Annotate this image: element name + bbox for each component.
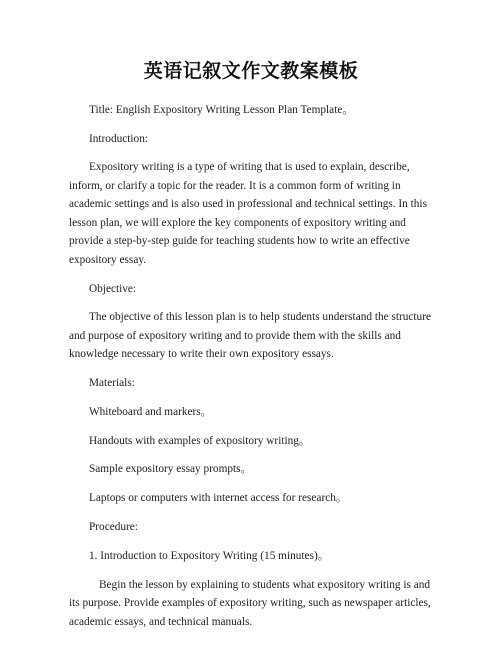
paragraph-objective-heading: Objective:: [89, 282, 137, 295]
paragraph-materials-heading: Materials:: [89, 376, 135, 389]
material-item-whiteboard: Whiteboard and markers。: [89, 405, 212, 418]
document-body: [69, 101, 441, 641]
material-item-prompts: Sample expository essay prompts。: [89, 463, 252, 476]
paragraph-introduction-heading: Introduction:: [89, 132, 148, 145]
paragraph-objective-body: The objective of this lesson plan is to help students understand the structure and purpose of expository writing and to provide them with the skills and knowledge necessary to write their own expository essays.: [69, 311, 431, 361]
material-item-laptops: Laptops or computers with internet access for research。: [89, 492, 348, 505]
material-item-handouts: Handouts with examples of expository writing。: [89, 434, 311, 447]
document-title: 英语记叙文作文教案模板: [143, 60, 359, 82]
paragraph-title-line: Title: English Expository Writing Lesson Plan Template。: [89, 104, 354, 116]
procedure-step-1-body: Begin the lesson by explaining to students what expository writing is and its purpose. Provide examples of expository writing, such as newspaper articles, academic essays, and technical manuals.: [69, 578, 431, 628]
procedure-step-1-heading: 1. Introduction to Expository Writing (15 minutes)。: [89, 549, 329, 562]
paragraph-procedure-heading: Procedure:: [89, 521, 138, 534]
paragraph-introduction-body: Expository writing is a type of writing that is used to explain, describe, inform, or clarify a topic for the reader. It is a common form of writing in academic settings and is also used in professional and technical settings. In this lesson plan, we will explore the key components of expository writing and provide a step-by-step guide for teaching students how to write an effective expository essay.: [69, 161, 427, 266]
